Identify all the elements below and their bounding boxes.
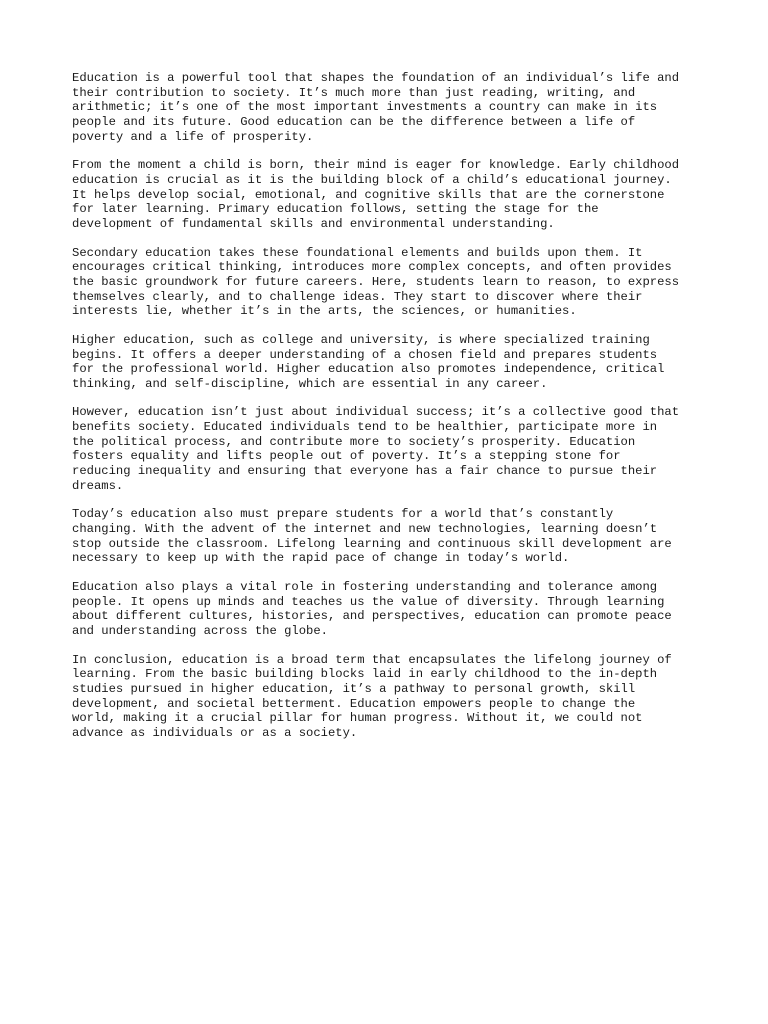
paragraph-tolerance: Education also plays a vital role in fostering understanding and tolerance among people. It opens up minds and teaches us the value of diversity. Through learning about different cultures, histories, and perspectives, education can promote peace and understanding across the globe.	[72, 580, 672, 638]
paragraph-early-childhood: From the moment a child is born, their mind is eager for knowledge. Early childhood education is crucial as it is the building block of a child’s educational journey. It helps develop social, emotional, and cognitive skills that are the cornerstone for later learning. Primary education follows, setting the stage for the development of fundamental skills and environmental understanding.	[72, 158, 680, 231]
paragraph-conclusion: In conclusion, education is a broad term that encapsulates the lifelong journey of learning. From the basic building blocks laid in early childhood to the in-depth studies pursued in higher education, it’s a pathway to personal growth, skill development, and societal betterment. Education empowers people to change the world, making it a crucial pillar for human progress. Without it, we could not advance as individuals or as a society.	[72, 652, 672, 740]
paragraph-today: Today’s education also must prepare students for a world that’s constantly changing. With the advent of the internet and new technologies, learning doesn’t stop outside the classroom. Lifelong learning and continuous skill development are necessary to keep up with the rapid pace of change in today’s world.	[72, 507, 672, 566]
paragraph-intro: Education is a powerful tool that shapes the foundation of an individual’s life and their contribution to society. It’s much more than just reading, writing, and arithmetic; it’s one of the most important investments a country can make in its people and its future. Good education can be the difference between a life of poverty and a life of prosperity.	[72, 71, 680, 144]
paragraph-society: However, education isn’t just about individual success; it’s a collective good that benefits society. Educated individuals tend to be healthier, participate more in the political process, and contribute more to society’s prosperity. Education fosters equality and lifts people out of poverty. It’s a stepping stone for reducing inequality and ensuring that everyone has a fair chance to pursue their dreams.	[72, 405, 680, 493]
paragraph-higher: Higher education, such as college and university, is where specialized training begins. It offers a deeper understanding of a chosen field and prepares students for the professional world. Higher education also promotes independence, critical thinking, and self-discipline, which are essential in any career.	[72, 332, 665, 391]
paragraph-secondary: Secondary education takes these foundational elements and builds upon them. It encourages critical thinking, introduces more complex concepts, and often provides the basic groundwork for future careers. Here, students learn to reason, to express themselves clearly, and to challenge ideas. They start to discover where their interests lie, whether it’s in the arts, the sciences, or humanities.	[72, 245, 680, 319]
document-page	[72, 71, 712, 755]
